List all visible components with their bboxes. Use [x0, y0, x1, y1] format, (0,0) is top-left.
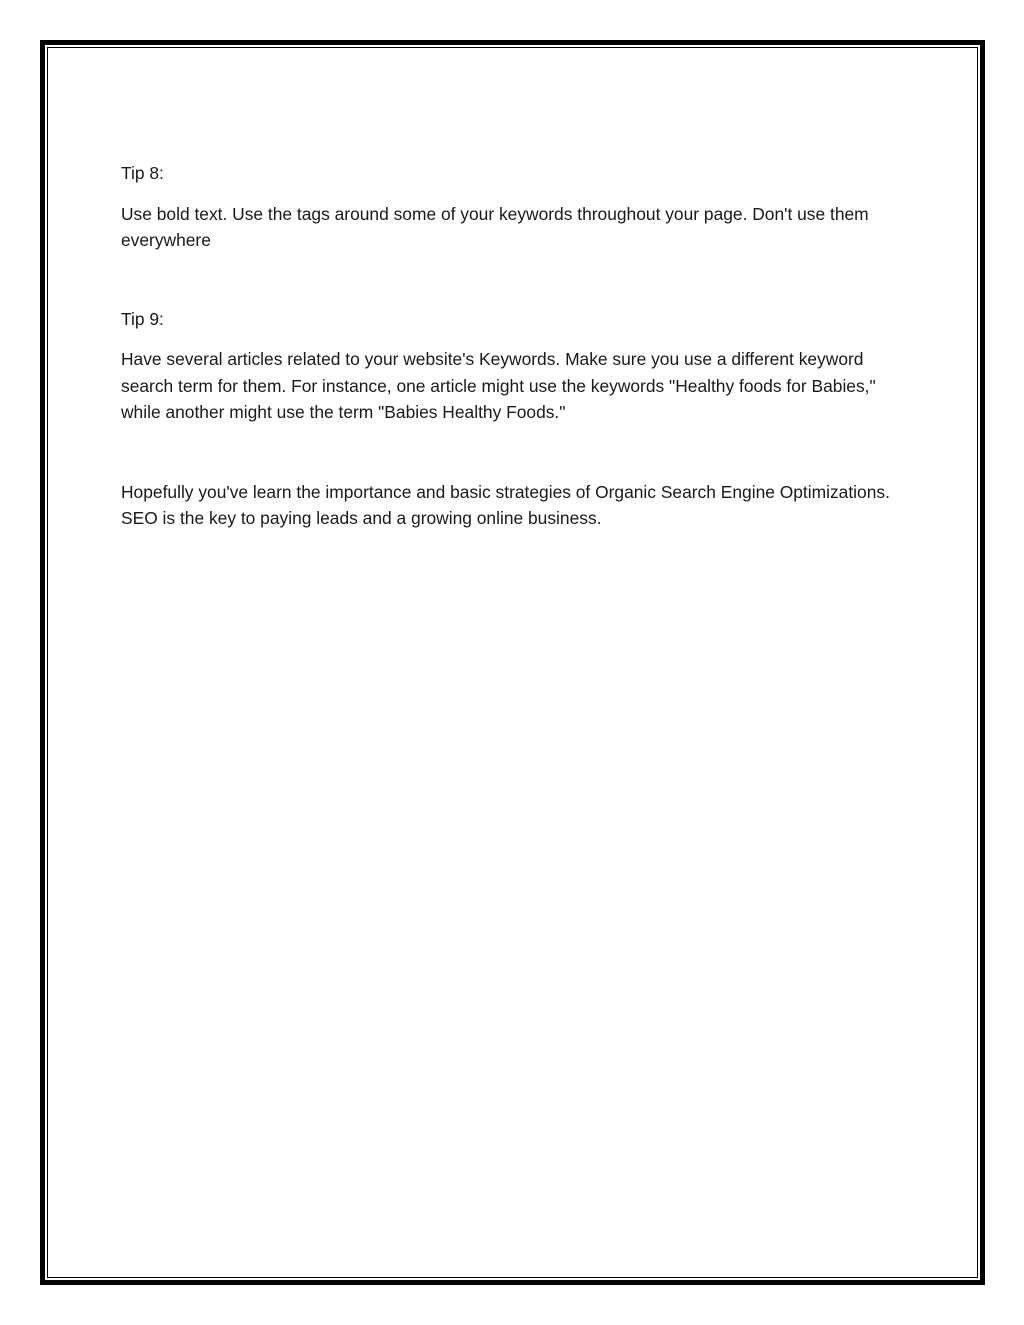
section-spacer [121, 254, 911, 306]
tip-section [121, 160, 911, 254]
tip-heading: Tip 8: [121, 163, 164, 183]
tip-body: Have several articles related to your website's Keywords. Make sure you use a different keyword search term for them. For instance, one article might use the keywords "Healthy foods for Babies," while another might use the term "Babies Healthy Foods." [121, 349, 876, 422]
tip-heading: Tip 9: [121, 308, 164, 329]
document-content [121, 160, 911, 532]
tip-body: Use bold text. Use the tags around some of your keywords throughout your page. Don't use them everywhere [121, 203, 869, 250]
closing-paragraph: Hopefully you've learn the importance and basic strategies of Organic Search Engine Optimizations. SEO is the key to paying leads and a growing online business. [121, 481, 890, 528]
section-spacer [121, 426, 911, 479]
tip-section [121, 306, 911, 426]
